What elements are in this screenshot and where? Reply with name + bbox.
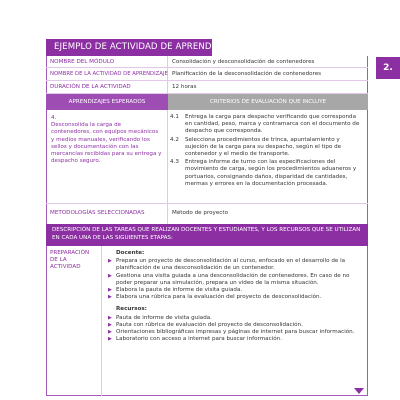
tasks-description-bar: DESCRIPCIÓN DE LAS TAREAS QUE REALIZAN DOCENTES Y ESTUDIANTES, Y LOS RECURSOS QUE SE UTILIZAN EN CADA UNA DE LAS SIGUIENTES ETAPAS: [46, 224, 368, 246]
learning-criteria-row [46, 110, 368, 204]
criteria-list [168, 110, 368, 189]
page-number-tab: 2. [376, 57, 400, 79]
criterion-number: 4.2 [170, 136, 179, 143]
list-item-text: Pauta con rúbrica de evaluación del proyecto de desconsolidación. [116, 321, 303, 328]
list-item-text: Laboratorio con acceso a internet para buscar información. [116, 336, 282, 343]
list-item [108, 258, 362, 272]
methodology-value: Método de proyecto [172, 210, 228, 216]
bullet-icon: ▶ [108, 258, 112, 265]
bullet-icon: ▶ [108, 314, 112, 321]
duration-row [46, 81, 368, 94]
criteria-header: CRITERIOS DE EVALUACIÓN QUE INCLUYE [168, 94, 368, 110]
activity-name-row [46, 68, 368, 81]
teacher-heading: Docente: [116, 250, 145, 256]
bullet-icon: ▶ [108, 294, 112, 301]
list-item [108, 273, 362, 287]
list-item [108, 322, 362, 329]
module-name-value: Consolidación y desconsolidación de contenedores [172, 59, 315, 65]
bullet-icon: ▶ [108, 336, 112, 343]
list-item-text: Gestiona una visita guiada a una desconsolidación de contenedores. En caso de no poder preparar una simulación, prepara un video de la misma situación. [116, 272, 350, 286]
resources-heading: Recursos: [116, 306, 147, 313]
criterion-number: 4.1 [170, 114, 179, 120]
table-header-row [46, 94, 368, 110]
criterion-item [170, 114, 362, 136]
criterion-number: 4.3 [170, 159, 179, 166]
preparation-label: PREPARACIÓN DE LA ACTIVIDAD [46, 246, 102, 396]
criterion-item [170, 137, 362, 159]
activity-name-value: Planificación de la desconsolidación de contenedores [172, 71, 322, 77]
expected-learning-number: 4. [51, 115, 57, 121]
bullet-icon: ▶ [108, 287, 112, 294]
list-item-text: Prepara un proyecto de desconsolidación al curso, enfocado en el desarrollo de la planificación de una desconsolidación de un contenedor. [116, 258, 346, 272]
list-item-text: Elabora una rúbrica para la evaluación del proyecto de desconsolidación. [116, 294, 322, 301]
list-item-text: Elabora la pauta de informe de visita guiada. [116, 287, 243, 294]
list-item-text: Orientaciones bibliográficas impresas y páginas de internet para buscar información. [116, 329, 355, 336]
document-title: EJEMPLO DE ACTIVIDAD DE APRENDIZAJE [46, 39, 212, 56]
criterion-text: Entrega informe de turno con las especificaciones del movimiento de carga, según los procedimientos aduaneros y portuarios, consignando daños, disparidad de cantidades, mermas y errores en la documentación procesada. [185, 159, 357, 187]
duration-label: DURACIÓN DE LA ACTIVIDAD [46, 81, 168, 93]
methodology-label: METODOLOGÍAS SELECCIONADAS [46, 204, 168, 224]
expected-learning-header: APRENDIZAJES ESPERADOS [46, 94, 168, 110]
module-name-row [46, 56, 368, 68]
bullet-icon: ▶ [108, 272, 112, 279]
methodology-row [46, 204, 368, 224]
criterion-text: Entrega la carga para despacho verificando que corresponda en cantidad, peso, marca y contramarca con el documento de despacho que corresponda. [185, 114, 360, 135]
activity-name-label: NOMBRE DE LA ACTIVIDAD DE APRENDIZAJE [46, 68, 168, 80]
module-name-label: NOMBRE DEL MÓDULO [46, 56, 168, 67]
list-item-text: Pauta de informe de visita guiada. [116, 314, 212, 321]
preparation-content [102, 246, 368, 343]
criterion-item [170, 159, 362, 188]
preparation-row [46, 246, 368, 396]
continue-arrow-icon [354, 388, 364, 394]
list-item [108, 315, 362, 322]
list-item [108, 294, 362, 301]
bullet-icon: ▶ [108, 321, 112, 328]
expected-learning-cell [46, 110, 168, 204]
duration-value: 12 horas [172, 84, 197, 90]
expected-learning-text: Desconsolida la carga de contenedores, con equipos mecánicos y medios manuales, verificando los sellos y documentación con las mercancías recibidas para su entrega y despacho seguro. [51, 122, 162, 165]
criterion-text: Selecciona procedimientos de trinca, apuntalamiento y sujeción de la carga para su despacho, según el tipo de contenedor y el medio de transporte. [185, 136, 342, 158]
list-item [108, 336, 362, 343]
bullet-icon: ▶ [108, 329, 112, 336]
